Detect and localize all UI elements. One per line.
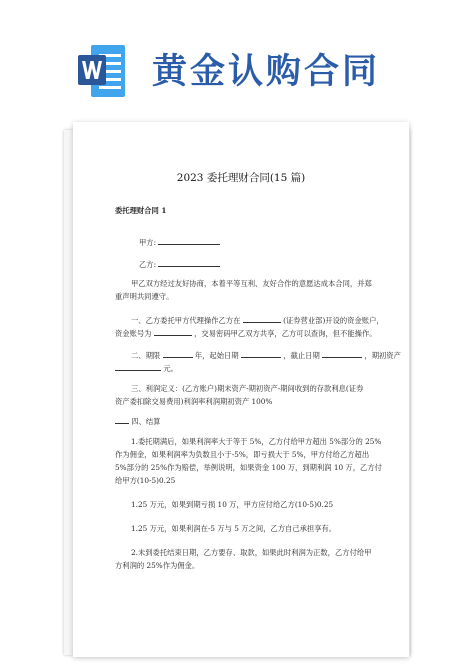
banner-title: 黄金认购合同 (152, 52, 381, 92)
clause-2-text-d: ，期初资产 (364, 351, 401, 360)
document-title: 2023 委托理财合同(15 篇) (176, 172, 306, 184)
clause-1-line-2 (115, 327, 377, 339)
party-a-label: 甲方: (139, 238, 157, 247)
clause-4-text: 四、结算 (131, 417, 161, 426)
clause-2-blank-assets (115, 362, 161, 371)
clause-2-line-2 (115, 362, 178, 374)
clause-1-text-c: 资金账号为 (115, 329, 152, 338)
clause-2-text-e: 元。 (163, 364, 178, 373)
intro-line-2: 重声明共同遵守。 (115, 292, 174, 301)
settlement-1-line-3: 5%部分的 25%作为赔偿，举例说明，如果资金 100 万，到期利润 10 万，乙方付 (115, 463, 382, 472)
clause-1-blank-b (154, 327, 192, 336)
party-b-line (139, 258, 220, 270)
word-document-icon (77, 42, 127, 100)
clause-2-text-b: 年，起始日期 (194, 351, 239, 360)
settlement-2-line: 1.25 万元，如果到期亏损 10 万，甲方应付给乙方(10-5)0.25 (131, 500, 334, 509)
document-subtitle: 委托理财合同 1 (115, 206, 167, 215)
clause-2-line-1 (131, 349, 401, 361)
banner (0, 0, 474, 118)
clause-4-blank (115, 415, 129, 424)
clause-1-text-d: ，交易密码甲乙双方共享，乙方可以查询，但不能操作。 (194, 329, 377, 338)
clause-3-line-2: 资产委扣除交易费用)利润率利润期初资产 100% (115, 397, 273, 406)
settlement-1-line-4: 给甲方(10-5)0.25 (115, 476, 176, 485)
party-b-label: 乙方: (139, 260, 157, 269)
clause-2-text-a: 二、期限 (131, 351, 161, 360)
clause-4-heading (115, 415, 161, 427)
clause-2-blank-start (241, 349, 281, 358)
party-a-blank (158, 236, 220, 245)
clause-2-blank-years (163, 349, 193, 358)
clause-2-blank-end (322, 349, 362, 358)
settlement-4-line-1: 2.未到委托结束日期，乙方要存、取款，如果此时利润为正数，乙方付给甲 (131, 548, 372, 557)
intro-line-1: 甲乙双方经过友好协商，本着平等互利、友好合作的意愿达成本合同，并郑 (131, 279, 372, 288)
clause-1-text-a: 一、乙方委托甲方代理操作乙方在 (131, 316, 241, 325)
clause-2-text-c: ，截止日期 (283, 351, 320, 360)
party-b-blank (158, 258, 220, 267)
party-a-line (139, 236, 220, 248)
settlement-4-line-2: 方利润的 25%作为佣金。 (115, 561, 200, 570)
document-page (73, 122, 409, 657)
clause-3-line-1: 三、利润定义：(乙方账户)期末资产-期初资产-期间收到的存款利息(证券 (131, 384, 364, 393)
clause-1-blank-a (243, 314, 281, 323)
settlement-1-line-2: 作为佣金，如果利润率为负数且小于-5%，即亏损大于 5%，甲方付给乙方超出 (115, 450, 370, 459)
clause-1-text-b: (证券营业部)开设的资金账户， (283, 316, 384, 325)
clause-1-line-1 (131, 314, 384, 326)
settlement-1-line-1: 1.委托期满后，如果利润率大于等于 5%，乙方付给甲方超出 5%部分的 25% (131, 437, 382, 446)
settlement-3-line: 1.25 万元，如果利润在-5 万与 5 万之间，乙方自己承担享有。 (131, 524, 337, 533)
